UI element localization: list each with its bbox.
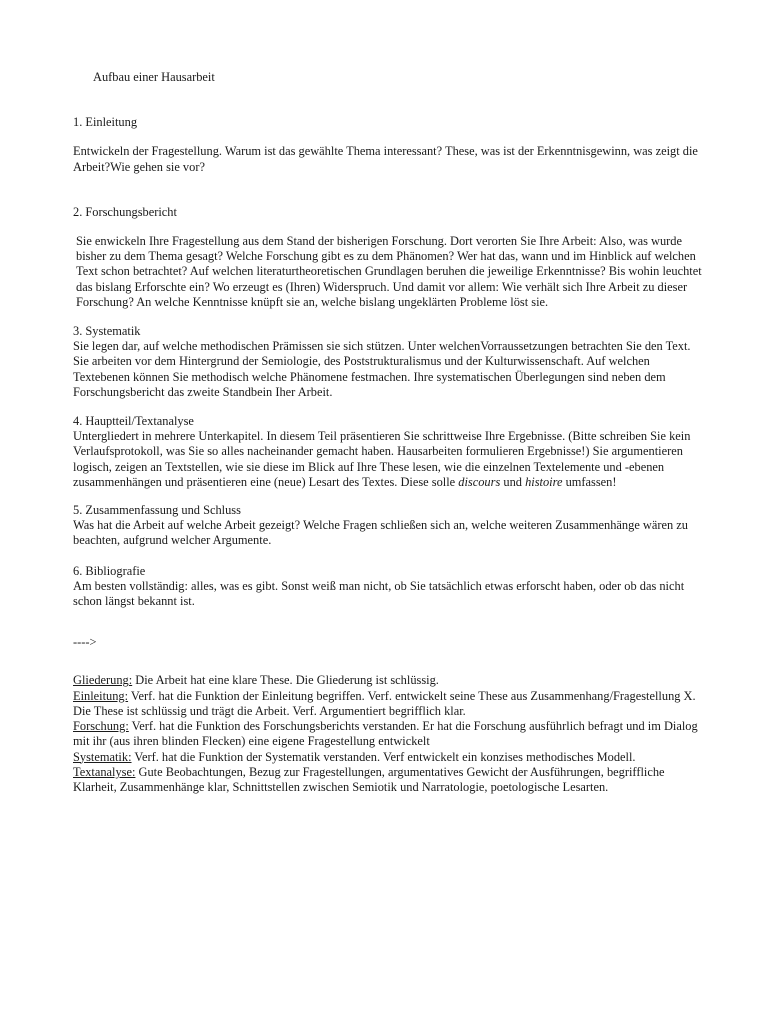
section-6-heading: 6. Bibliografie: [73, 563, 146, 578]
section-4-body-text: Untergliedert in mehrere Unterkapitel. In diesem Teil präsentieren Sie schrittweise Ihre Ergebnisse. (Bitte schreiben Sie kein Verlaufsprotokoll, was Sie so alles nacheinander gemacht haben. Hausarbeiten formulieren Ergebnisse!) Sie argumentieren logisch, zeigen an Textstellen, wie sie diese im Blick auf Ihre These lesen, wie die einzelnen Textelemente und -ebenen zusammenhängen und präsentieren eine (neue) Lesart des Textes. Diese solle: [73, 429, 691, 489]
term-discours: discours: [458, 474, 501, 489]
criterion-label: Forschung:: [73, 719, 129, 734]
criterion-text: Die Arbeit hat eine klare These. Die Gliederung ist schlüssig.: [132, 673, 439, 688]
section-4-body: [73, 429, 703, 490]
section-3-heading: 3. Systematik: [73, 324, 141, 339]
document-title: Aufbau einer Hausarbeit: [93, 70, 215, 84]
criterion-label: Gliederung:: [73, 673, 133, 688]
criteria-list: [73, 673, 703, 795]
section-3-body: Sie legen dar, auf welche methodischen Prämissen sie sich stützen. Unter welchenVorraussetzungen betrachten Sie den Text. Sie arbeiten vor dem Hintergrund der Semiologie, des Poststrukturalismus und der Kulturwissenschaft. Auf welchen Textebenen können Sie methodisch welche Phänomene festmachen. Ihre systematischen Überlegungen sind neben dem Forschungsbericht das zweite Standbein Iher Arbeit.: [73, 339, 691, 399]
term-histoire: histoire: [525, 474, 563, 489]
section-5-body: Was hat die Arbeit auf welche Arbeit gezeigt? Welche Fragen schließen sich an, welche weiteren Zusammenhänge wären zu beachten, aufgrund welcher Argumente.: [73, 518, 688, 548]
criterion-text: Verf. hat die Funktion der Einleitung begriffen. Verf. entwickelt seine These aus Zusammenhang/Fragestellung X. Die These ist schlüssig und trägt die Arbeit. Verf. Argumentiert begrifflich klar.: [73, 688, 696, 718]
section-4-heading: 4. Hauptteil/Textanalyse: [73, 414, 194, 429]
criterion-einleitung: [73, 689, 703, 719]
criterion-text: Verf. hat die Funktion des Forschungsberichts verstanden. Er hat die Forschung ausführlich befragt und im Dialog mit ihr (aus ihren blinden Flecken) eine eigene Fragestellung entwickelt: [73, 719, 698, 749]
section-1-body: Entwickeln der Fragestellung. Warum ist das gewählte Thema interessant? These, was ist der Erkenntnisgewinn, was zeigt die Arbeit?Wie gehen sie vor?: [73, 144, 698, 174]
section-2-heading: 2. Forschungsbericht: [73, 204, 177, 219]
section-1-heading: 1. Einleitung: [73, 115, 138, 130]
section-5-heading: 5. Zusammenfassung und Schluss: [73, 503, 241, 518]
section-2-body: Sie enwickeln Ihre Fragestellung aus dem Stand der bisherigen Forschung. Dort verorten Sie Ihre Arbeit: Also, was wurde bisher zu dem Thema gesagt? Welche Forschung gibt es zu dem Phänomen? Wer hat das, wann und im Hinblick auf welchen Text schon betrachtet? Auf welchen literaturtheoretischen Grundlagen beruhen die jeweilige Erkenntnisse? Bis wohin leuchtet das bislang Erforschte ein? Wo erzeugt es (Ihren) Widerspruch. Und damit vor allem: Wie verhält sich Ihre Arbeit zu dieser Forschung? An welche Kenntnisse knüpft sie an, welche bislang ungeklärten Probleme löst sie.: [76, 234, 702, 309]
criterion-systematik: [73, 750, 703, 765]
criterion-forschung: [73, 719, 703, 749]
conjunction: und: [500, 474, 526, 489]
criterion-text: Gute Beobachtungen, Bezug zur Fragestellungen, argumentatives Gewicht der Ausführungen, begriffliche Klarheit, Zusammenhänge klar, Schnittstellen zwischen Semiotik und Narratologie, poetologische Lesarten.: [73, 764, 665, 794]
criterion-label: Textanalyse:: [73, 764, 136, 779]
criterion-label: Systematik:: [73, 749, 132, 764]
criterion-label: Einleitung:: [73, 688, 129, 703]
document-page: [73, 70, 703, 795]
criterion-gliederung: [73, 673, 703, 688]
criterion-textanalyse: [73, 765, 703, 795]
criterion-text: Verf. hat die Funktion der Systematik verstanden. Verf entwickelt ein konzises methodisches Modell.: [131, 749, 636, 764]
arrow-marker: ---->: [73, 635, 97, 650]
section-6-body: Am besten vollständig: alles, was es gibt. Sonst weiß man nicht, ob Sie tatsächlich etwas erforscht haben, oder ob das nicht schon längst bekannt ist.: [73, 578, 685, 609]
section-4-body-end: umfassen!: [562, 474, 617, 489]
